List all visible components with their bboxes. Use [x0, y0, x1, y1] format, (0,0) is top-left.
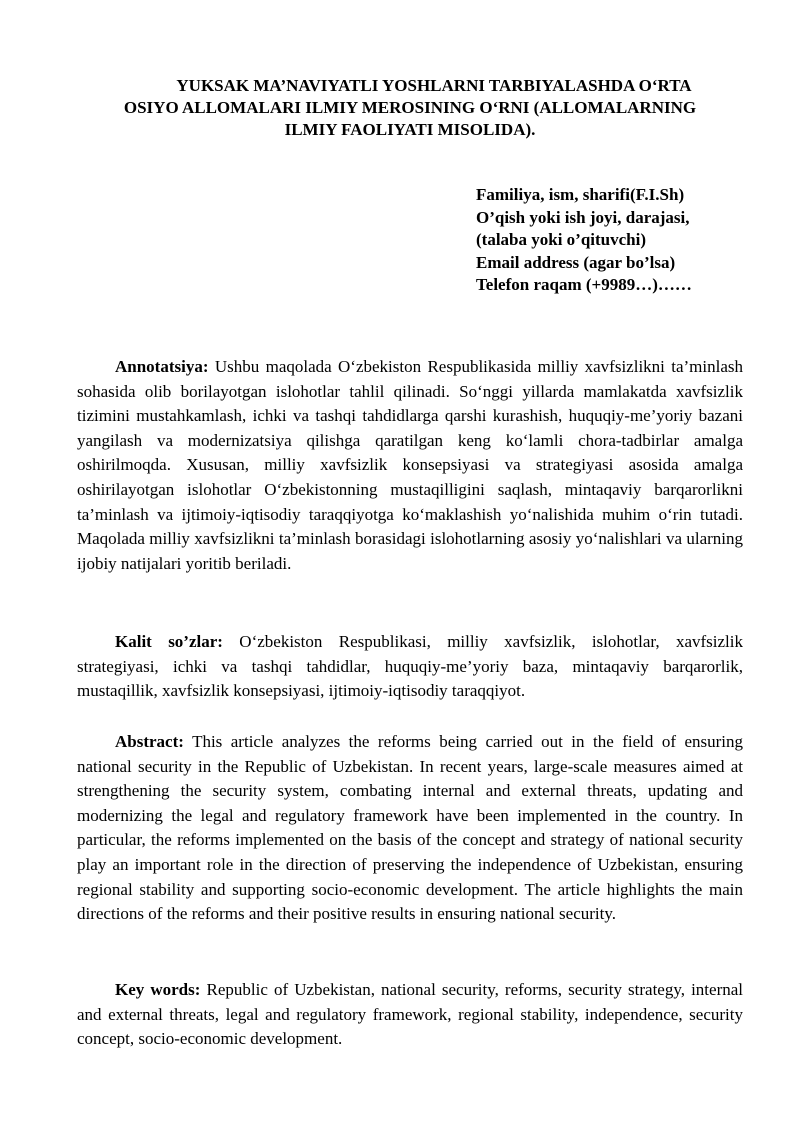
author-email-line: Email address (agar bo’lsa) [476, 252, 676, 272]
keywords-uz-paragraph [77, 630, 743, 704]
article-title [76, 75, 744, 141]
keywords-en-text: Republic of Uzbekistan, national security, reforms, security strategy, internal and external threats, legal and regulatory framework, regional stability, independence, security concept, socio-economic development. [77, 980, 744, 1049]
keywords-uz-label: Kalit so’zlar: [115, 632, 223, 651]
keywords-en-paragraph [77, 978, 743, 1052]
title-line: YUKSAK MA’NAVIYATLI YOSHLARNI TARBIYALASHDA O‘RTA [176, 76, 692, 95]
author-affiliation-line: O’qish yoki ish joyi, darajasi, [476, 207, 690, 227]
keywords-uz-text: O‘zbekiston Respublikasi, milliy xavfsizlik, islohotlar, xavfsizlik strategiyasi, ichki va tashqi tahdidlar, huquqiy-me’yoriy baza, mintaqaviy barqarorlik, mustaqillik, xavfsizlik konsepsiyasi, ijtimoiy-iqtisodiy taraqqiyot. [77, 632, 743, 701]
author-status-line: (talaba yoki o’qituvchi) [476, 230, 647, 249]
annotation-label: Annotatsiya: [115, 357, 209, 376]
annotation-paragraph [77, 355, 743, 576]
keywords-en-label: Key words: [115, 980, 201, 999]
author-info-block [476, 184, 776, 297]
author-name-line: Familiya, ism, sharifi(F.I.Sh) [476, 185, 685, 204]
title-line: ILMIY FAOLIYATI MISOLIDA). [284, 120, 536, 139]
abstract-text: This article analyzes the reforms being carried out in the field of ensuring national security in the Republic of Uzbekistan. In recent years, large-scale measures aimed at strengthening the security system, combating internal and external threats, updating and modernizing the legal and regulatory framework have been implemented in the country. In particular, the reforms implemented on the basis of the concept and strategy of national security play an important role in the direction of preserving the independence of Uzbekistan, ensuring regional stability and supporting socio-economic development. The article highlights the main directions of the reforms and their positive results in ensuring national security. [77, 732, 743, 924]
author-phone-line: Telefon raqam (+9989…)…… [476, 275, 692, 294]
title-line: OSIYO ALLOMALARI ILMIY MEROSINING O‘RNI (ALLOMALARNING [123, 98, 697, 117]
annotation-text: Ushbu maqolada O‘zbekiston Respublikasida milliy xavfsizlikni ta’minlash sohasida olib borilayotgan islohotlar tahlil qilinadi. So‘nggi yillarda mamlakatda xavfsizlik tizimini mustahkamlash, ichki va tashqi tahdidlarga qarshi kurashish, huquqiy-me’yoriy bazani yangilash va modernizatsiya qilishga qaratilgan keng ko‘lamli chora-tadbirlar amalga oshirilmoqda. Xususan, milliy xavfsizlik konsepsiyasi va strategiyasi asosida amalga oshirilayotgan islohotlar O‘zbekistonning mustaqilligini saqlash, mintaqaviy barqarorlikni ta’minlash va ijtimoiy-iqtisodiy taraqqiyotga ko‘maklashish yo‘nalishida muhim o‘rin tutadi. Maqolada milliy xavfsizlikni ta’minlash borasidagi islohotlarning asosiy yo‘nalishlari va ularning ijobiy natijalari yoritib beriladi. [77, 357, 743, 573]
abstract-label: Abstract: [115, 732, 184, 751]
abstract-paragraph [77, 730, 743, 927]
